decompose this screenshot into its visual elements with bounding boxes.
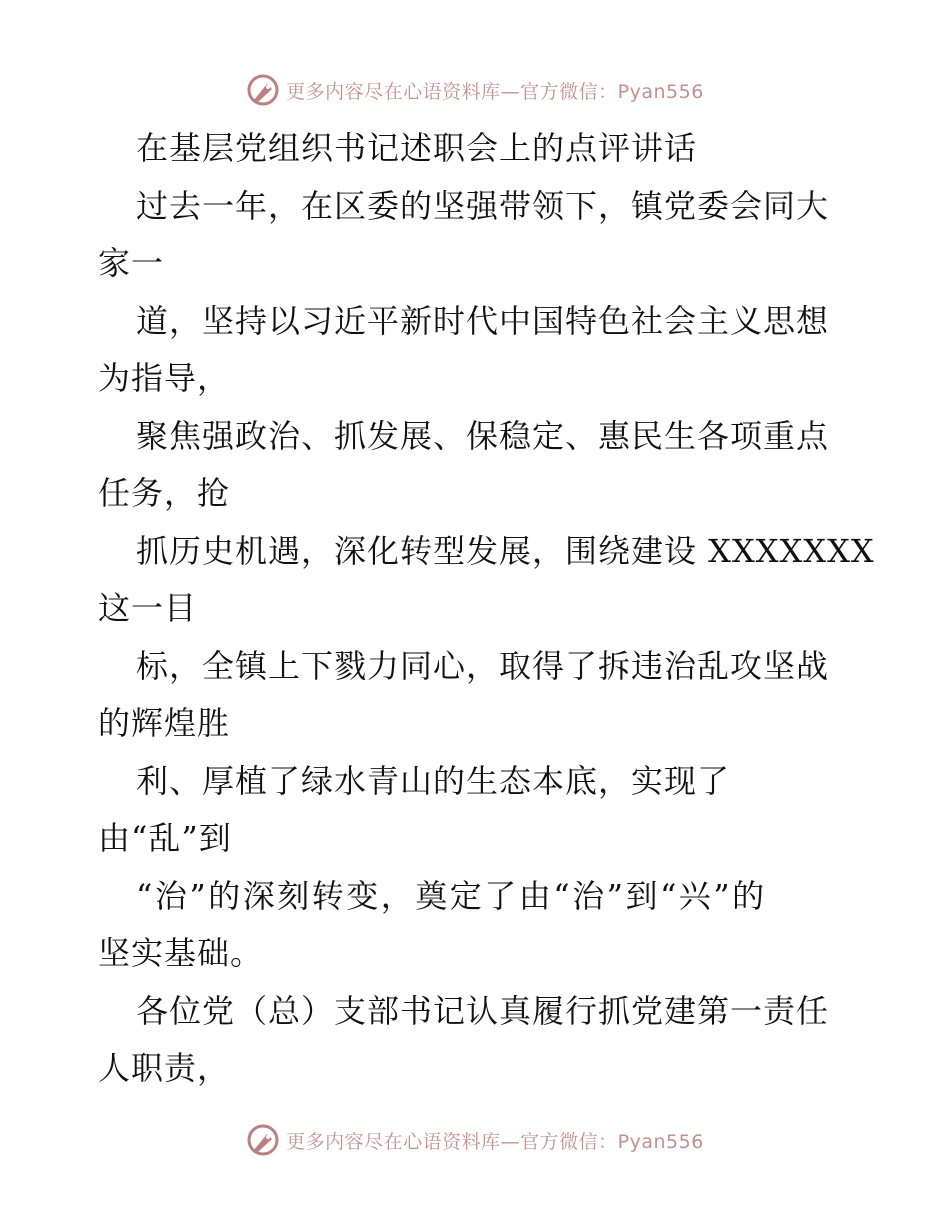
pen-nib-logo-icon — [246, 1123, 280, 1157]
paragraph-line: 人职责， — [98, 1049, 231, 1087]
watermark-banner-bottom — [0, 1120, 950, 1160]
paragraph-line: 各位党（总）支部书记认真履行抓党建第一责任 — [136, 991, 830, 1030]
paragraph-line: 标，全镇上下戮力同心，取得了拆违治乱攻坚战 — [136, 646, 830, 685]
paragraph-line: 道，坚持以习近平新时代中国特色社会主义思想 — [136, 301, 830, 340]
paragraph-line: 聚焦强政治、抓发展、保稳定、惠民生各项重点 — [136, 416, 830, 455]
paragraph-line: 由“乱”到 — [98, 819, 232, 857]
paragraph-line: 任务，抢 — [98, 474, 231, 512]
watermark-text: 更多内容尽在心语资料库—官方微信：Pyan556 — [286, 80, 704, 103]
paragraph-line: 这一目 — [98, 589, 198, 627]
watermark-banner-top — [0, 70, 950, 110]
paragraph-line: 利、厚植了绿水青山的生态本底，实现了 — [136, 761, 731, 800]
paragraph-line: 为指导， — [98, 359, 231, 397]
watermark-text: 更多内容尽在心语资料库—官方微信：Pyan556 — [286, 1130, 704, 1153]
document-title: 在基层党组织书记述职会上的点评讲话 — [136, 129, 698, 167]
paragraph-line: 家一 — [98, 244, 165, 282]
paragraph-line: 坚实基础。 — [98, 934, 264, 972]
document-body — [98, 120, 875, 1098]
paragraph-line: 抓历史机遇，深化转型发展，围绕建设 XXXXXXX — [136, 531, 875, 570]
paragraph-line: “治”的深刻转变，奠定了由“治”到“兴”的 — [136, 876, 767, 915]
pen-nib-logo-icon — [246, 73, 280, 107]
paragraph-line: 过去一年，在区委的坚强带领下，镇党委会同大 — [136, 186, 830, 225]
paragraph-line: 的辉煌胜 — [98, 704, 231, 742]
